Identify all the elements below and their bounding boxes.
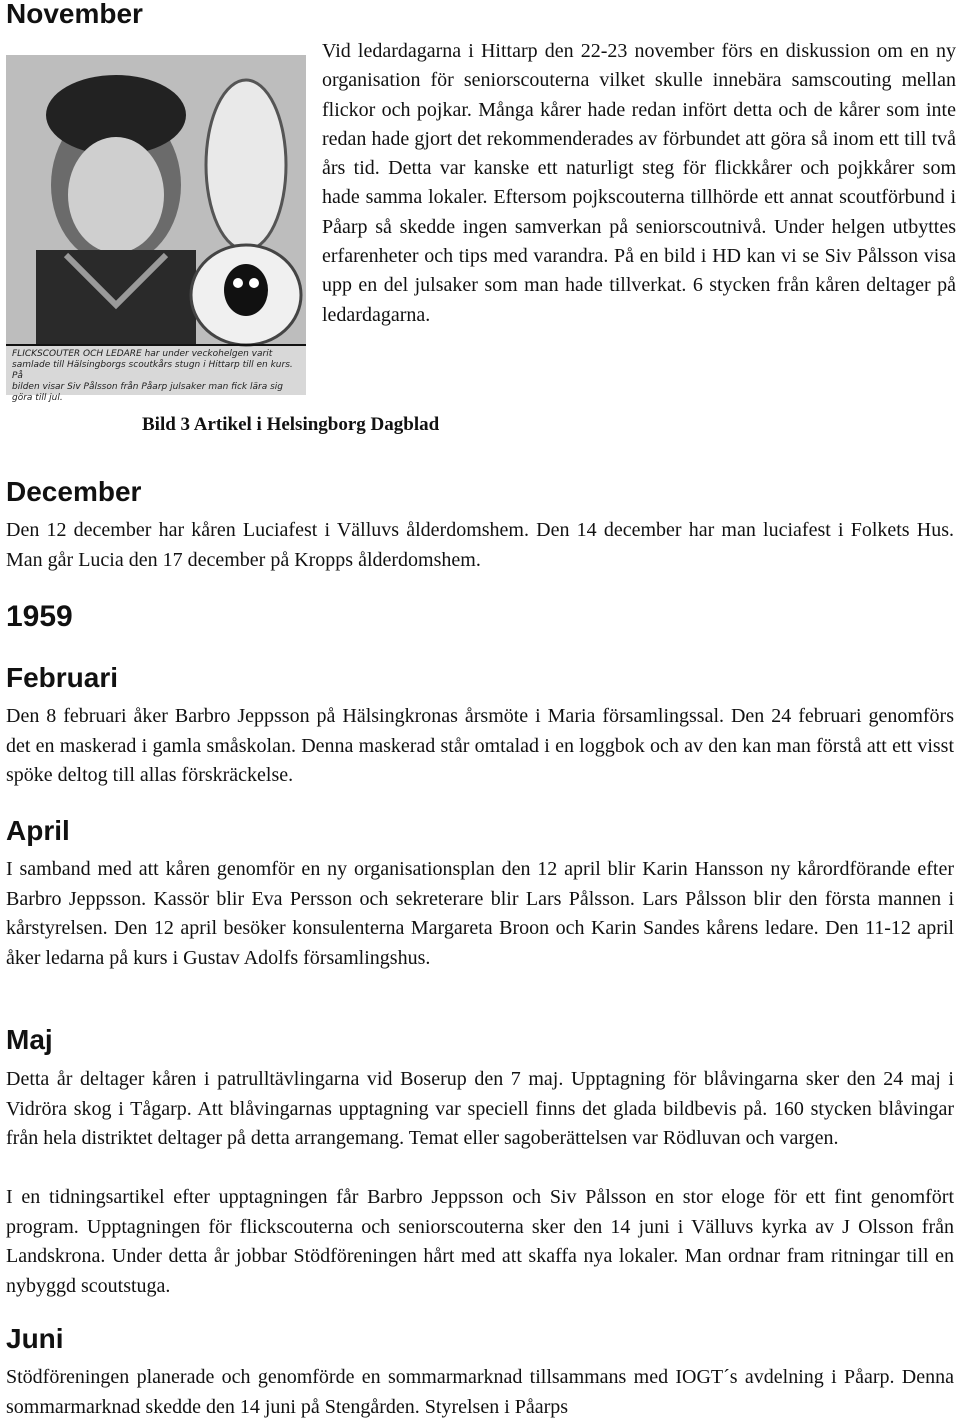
clipping-line: göra till jul.	[12, 393, 63, 403]
clipping-caption-text	[12, 349, 302, 404]
maj-paragraph-1: Detta år deltager kåren i patrulltävlingarna vid Boserup den 7 maj. Upptagning för blåvingarna sker den 24 maj i Vidröra skog i Tågarp. Att blåvingarnas upptagning var speciell finns det glada bildbevis på. 160 stycken blåvingar från hela distriktet deltager på detta arrangemang. Temat eller sagoberättelsen var Rödluvan och vargen.	[6, 1068, 954, 1149]
april-paragraph: I samband med att kåren genomför en ny organisationsplan den 12 april blir Karin Hansson ny kårordförande efter Barbro Jeppsson. Kassör blir Eva Persson och sekreterare blir Lars Pålsson. Lars Pålsson blir den första mannen i kårstyrelsen. Den 12 april besöker konsulenterna Margareta Broon och Karin Sandes kårens ledare. Den 11-12 april åker ledarna på kurs i Gustav Adolfs församlingshus.	[6, 858, 954, 969]
februari-paragraph: Den 8 februari åker Barbro Jeppsson på Hälsingkronas årsmöte i Maria församlingssal. Den 24 februari genomförs det en maskerad i gamla småskolan. Denna maskerad står omtalad i en loggbok och av den kan man förstå att ett visst spöke deltog till allas förskräckelse.	[6, 705, 954, 786]
heading-juni: Juni	[6, 1323, 64, 1354]
clipping-line: FLICKSCOUTER OCH LEDARE har under veckohelgen varit	[12, 349, 273, 359]
newspaper-clipping-photo	[6, 55, 306, 403]
heading-year: 1959	[6, 600, 73, 633]
clipping-line: samlade till Hälsingborgs scoutkårs stugn i Hittarp till en kurs. På	[12, 360, 293, 381]
clipping-line: bilden visar Siv Pålsson från Påarp julsaker man fick lära sig	[12, 382, 283, 392]
maj-paragraph-2: I en tidningsartikel efter upptagningen får Barbro Jeppsson och Siv Pålsson en stor eloge för ett fint genomfört program. Upptagningen för flickscouterna och seniorscouterna sker den 14 juni i Välluvs kyrka av J Olsson från Landskrona. Under detta år jobbar Stödföreningen hårt med att skaffa nya lokaler. Man ordnar fram ritningar till en nybyggd scoutstuga.	[6, 1186, 954, 1297]
heading-december: December	[6, 476, 142, 507]
heading-april: April	[6, 815, 70, 846]
clipping-image	[6, 55, 306, 395]
photo-caption: Bild 3 Artikel i Helsingborg Dagblad	[142, 414, 440, 435]
heading-februari: Februari	[6, 662, 119, 693]
heading-maj: Maj	[6, 1024, 53, 1055]
heading-november: November	[6, 0, 143, 29]
december-paragraph: Den 12 december har kåren Luciafest i Välluvs ålderdomshem. Den 14 december har man luciafest i Folkets Hus. Man går Lucia den 17 december på Kropps ålderdomshem.	[6, 519, 954, 571]
juni-paragraph: Stödföreningen planerade och genomförde en sommarmarknad tillsammans med IOGT´s avdelning i Påarp. Denna sommarmarknad skedde den 14 juni på Stengården. Styrelsen i Påarps	[6, 1366, 954, 1418]
november-paragraph: Vid ledardagarna i Hittarp den 22-23 november förs en diskussion om en ny organisation för seniorscouterna vilket skulle innebära samscouting mellan flickor och pojkar. Många kårer hade redan infört detta och de kårer som inte redan hade gjort det rekommenderades av förbundet att göra så inom ett till två års tid. Detta var kanske ett naturligt steg för flickkårer och pojkkårer som hade samma lokaler. Eftersom pojkscouterna tillhörde ett annat scoutförbund i Påarp så skedde ingen samverkan på seniorscoutnivå. Under helgen utbyttes erfarenheter och tips med varandra. På en bild i HD kan vi se Siv Pålsson visa upp en del julsaker som man hade tillverkat. 6 stycken från kåren deltager på ledardagarna.	[322, 40, 956, 326]
